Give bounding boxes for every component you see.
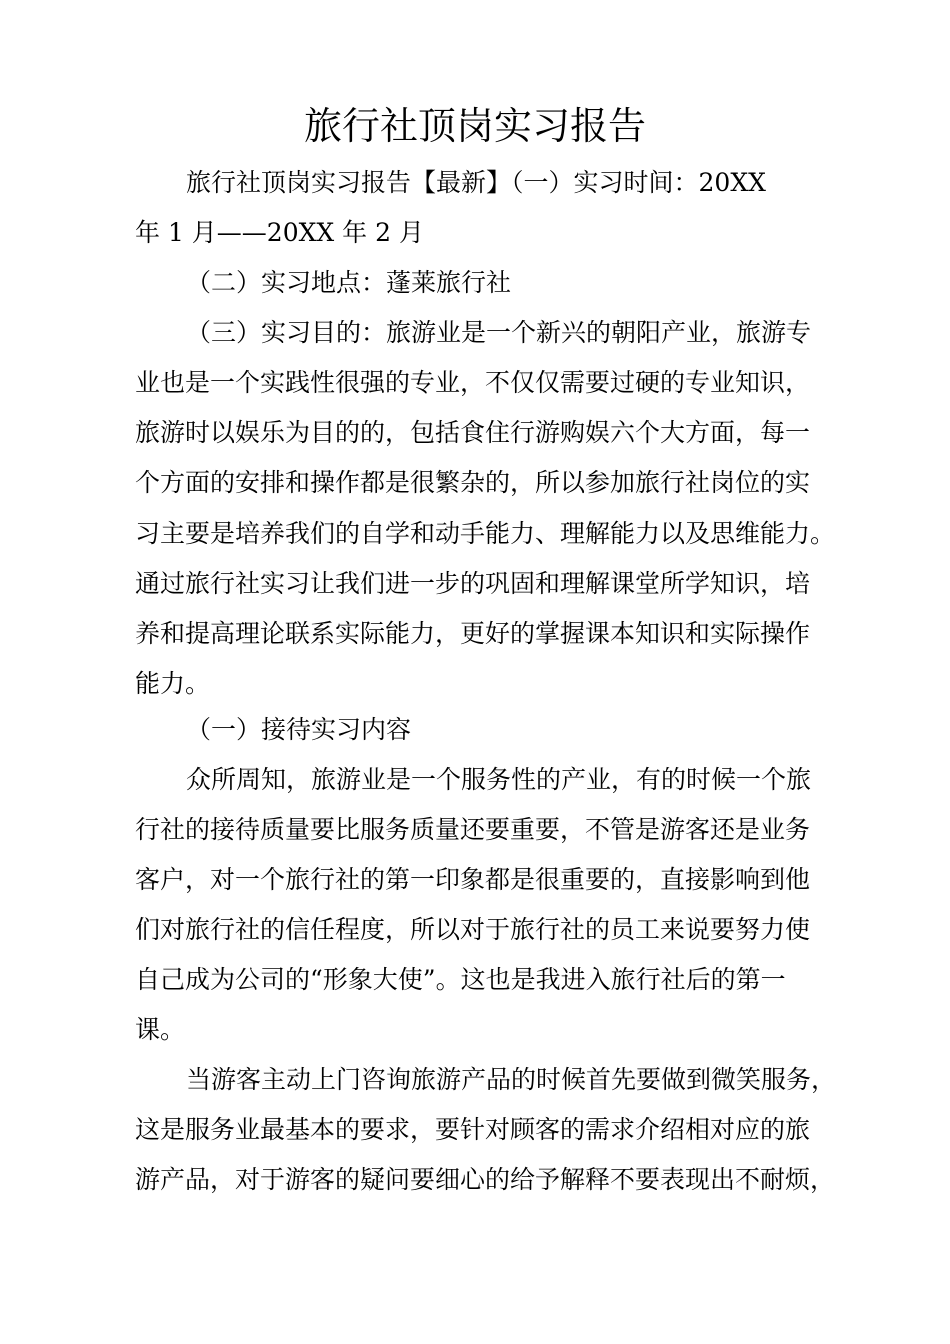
text-line: 自己成为公司的“形象大使”。这也是我进入旅行社后的第一 (135, 965, 786, 994)
text-line: 年 1 月——20XX 年 2 月 (135, 218, 424, 247)
document-title: 旅行社顶岗实习报告 (303, 104, 646, 148)
text-line: 行社的接待质量要比服务质量还要重要，不管是游客还是业务 (135, 815, 811, 844)
text-line: 众所周知，旅游业是一个服务性的产业，有的时候一个旅 (186, 765, 812, 794)
text-line: 们对旅行社的信任程度，所以对于旅行社的员工来说要努力使 (135, 915, 811, 944)
text-line: 个方面的安排和操作都是很繁杂的，所以参加旅行社岗位的实 (135, 468, 811, 497)
text-line: 能力。 (135, 669, 211, 698)
text-line: （二）实习地点：蓬莱旅行社 (186, 268, 512, 297)
text-line: 旅游时以娱乐为目的的，包括食住行游购娱六个大方面，每一 (135, 418, 811, 447)
text-line: 课。 (135, 1015, 186, 1044)
text-line: 这是服务业最基本的要求，要针对顾客的需求介绍相对应的旅 (135, 1115, 811, 1144)
text-line: 旅行社顶岗实习报告【最新】（一）实习时间：20XX (186, 168, 766, 197)
text-line: 通过旅行社实习让我们进一步的巩固和理解课堂所学知识，培 (135, 569, 811, 598)
text-line: 当游客主动上门咨询旅游产品的时候首先要做到微笑服务， (186, 1065, 837, 1094)
text-line: （三）实习目的：旅游业是一个新兴的朝阳产业，旅游专 (186, 318, 812, 347)
text-line: 业也是一个实践性很强的专业，不仅仅需要过硬的专业知识， (135, 368, 811, 397)
section-heading: （一）接待实习内容 (186, 715, 412, 744)
text-line: 习主要是培养我们的自学和动手能力、理解能力以及思维能力。 (135, 519, 836, 548)
text-line: 游产品，对于游客的疑问要细心的给予解释不要表现出不耐烦， (135, 1165, 836, 1194)
text-line: 养和提高理论联系实际能力，更好的掌握课本知识和实际操作 (135, 619, 811, 648)
text-line: 客户，对一个旅行社的第一印象都是很重要的，直接影响到他 (135, 865, 811, 894)
